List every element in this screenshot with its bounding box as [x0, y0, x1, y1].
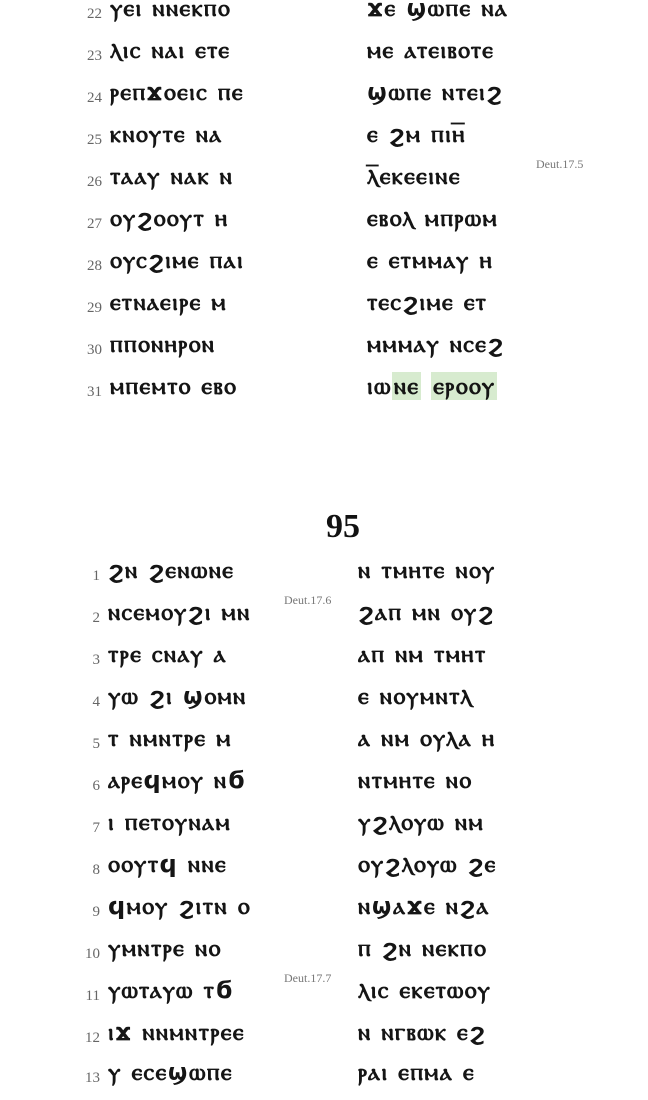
left-column-text: ⲛⲥⲉⲙⲟⲩϩⲓ ⲙⲛ	[108, 598, 251, 626]
line-number: 7	[92, 820, 100, 836]
right-column-text: ⲉ ⲉⲧⲙⲙⲁⲩ ⲏ	[367, 246, 494, 274]
line-number: 9	[92, 904, 100, 920]
page-number: 95	[326, 508, 360, 545]
line-number: 2	[92, 610, 100, 626]
right-column-text: ⲩϩⲗⲟⲩⲱ ⲛⲙ	[358, 808, 485, 836]
line-number: 22	[87, 6, 102, 22]
right-column-text: ⲉⲃⲟⲗ ⲙⲡⲣⲱⲙ	[367, 204, 499, 232]
line-number: 24	[87, 90, 102, 106]
right-column-text: ⲧⲉⲥϩⲓⲙⲉ ⲉⲧ	[367, 288, 488, 316]
line-number: 25	[87, 132, 102, 148]
right-column-text: ⲉ ϩⲙ ⲡⲓⲏ̅	[367, 120, 466, 148]
line-number: 12	[85, 1030, 100, 1046]
left-column-text: ⲙⲡⲉⲙⲧⲟ ⲉⲃⲟ	[110, 372, 238, 400]
right-column-text: ⲙⲉ ⲁⲧⲉⲓⲃⲟⲧⲉ	[367, 36, 495, 64]
right-column-text: ⲟⲩϩⲗⲟⲩⲱ ϩⲉ	[358, 850, 497, 878]
left-column-text: ⲩⲱ ϩⲓ ϣⲟⲙⲛ	[108, 682, 247, 710]
left-column-text: ⲉⲧⲛⲁⲉⲓⲣⲉ ⲙ	[110, 288, 227, 316]
right-column-text: ⲛⲧⲙⲏⲧⲉ ⲛⲟ	[358, 766, 473, 794]
right-column-text: ⲁ ⲛⲙ ⲟⲩⲗⲁ ⲏ	[358, 724, 496, 752]
left-column-text: ⲗⲓⲥ ⲛⲁⲓ ⲉⲧⲉ	[110, 36, 231, 64]
verse-reference[interactable]: Deut.17.6	[284, 593, 332, 607]
line-number: 28	[87, 258, 102, 274]
line-number: 4	[92, 694, 100, 710]
line-number: 27	[87, 216, 102, 232]
left-column-text: ⲧ ⲛⲙⲛⲧⲣⲉ ⲙ	[108, 724, 232, 752]
right-column-text: ⲗⲓⲥ ⲉⲕⲉⲧⲱⲟⲩ	[358, 976, 492, 1004]
right-column-text: ⲗ̅ⲉⲕⲉⲉⲓⲛⲉ	[367, 162, 461, 190]
line-number: 31	[87, 384, 102, 400]
verse-reference[interactable]: Deut.17.5	[536, 157, 584, 171]
line-number: 10	[85, 946, 100, 962]
plain-word: ⲓⲱ	[367, 372, 392, 400]
line-number: 29	[87, 300, 102, 316]
left-column-text: ⲩⲙⲛⲧⲣⲉ ⲛⲟ	[108, 934, 222, 962]
line-number: 23	[87, 48, 102, 64]
right-column-text: ⲛϣⲁϫⲉ ⲛϩⲁ	[358, 892, 490, 920]
right-column-text: ⲙⲙⲙⲁⲩ ⲛⲥⲉϩ	[367, 330, 505, 358]
right-column-text: ⲡ ϩⲛ ⲛⲉⲕⲡⲟ	[358, 934, 488, 962]
line-number: 6	[92, 778, 100, 794]
right-column-text: ϩⲁⲡ ⲙⲛ ⲟⲩϩ	[358, 598, 495, 626]
left-column-text: ⲟⲟⲩⲧϥ ⲛⲛⲉ	[108, 850, 228, 878]
right-column-text: ϫⲉ ϣⲱⲡⲉ ⲛⲁ	[367, 0, 509, 22]
verse-reference[interactable]: Deut.17.7	[284, 971, 332, 985]
line-number: 8	[92, 862, 100, 878]
left-column-text: ⲧⲁⲁⲩ ⲛⲁⲕ ⲛ	[110, 162, 234, 190]
left-column-text: ⲓϫ ⲛⲛⲙⲛⲧⲣⲉⲉ	[108, 1018, 245, 1046]
left-column-text: ⲣⲉⲡϫⲟⲉⲓⲥ ⲡⲉ	[110, 78, 244, 106]
line-number: 5	[92, 736, 100, 752]
right-column-text: ⲛ ⲛⲅⲃⲱⲕ ⲉϩ	[358, 1018, 487, 1046]
line-number: 30	[87, 342, 102, 358]
right-column-text: ⲁⲡ ⲛⲙ ⲧⲙⲏⲧ	[358, 640, 487, 668]
left-column-text: ⲩ ⲉⲥⲉϣⲱⲡⲉ	[108, 1058, 233, 1086]
left-column-text: ⲁⲣⲉϥⲙⲟⲩ ⲛϭ	[108, 766, 247, 794]
highlighted-word[interactable]: ⲛⲉ	[393, 372, 420, 400]
left-column-text: ⲩⲉⲓ ⲛⲛⲉⲕⲡⲟ	[110, 0, 232, 22]
line-number: 13	[85, 1070, 100, 1086]
left-column-text: ⲧⲣⲉ ⲥⲛⲁⲩ ⲁ	[108, 640, 228, 668]
left-column-text: ⲩⲱⲧⲁⲩⲱ ⲧϭ	[108, 976, 234, 1004]
right-column-text: ⲣⲁⲓ ⲉⲡⲙⲁ ⲉ	[358, 1058, 476, 1086]
left-column-text: ⲟⲩⲥϩⲓⲙⲉ ⲡⲁⲓ	[110, 246, 245, 274]
line-number: 3	[92, 652, 100, 668]
left-column-text: ⲡⲡⲟⲛⲏⲣⲟⲛ	[110, 330, 216, 358]
line-number: 1	[92, 568, 100, 584]
right-column-text: ⲛ ⲧⲙⲏⲧⲉ ⲛⲟⲩ	[358, 556, 496, 584]
left-column-text: ⲕⲛⲟⲩⲧⲉ ⲛⲁ	[110, 120, 223, 148]
right-column-text	[367, 372, 497, 400]
right-column-text: ϣⲱⲡⲉ ⲛⲧⲉⲓϩ	[367, 78, 504, 106]
left-column-text: ϥⲙⲟⲩ ϩⲓⲧⲛ ⲟ	[108, 892, 251, 920]
line-number: 26	[87, 174, 102, 190]
right-column-text: ⲉ ⲛⲟⲩⲙⲛⲧⲗ	[358, 682, 473, 710]
highlighted-word[interactable]: ⲉⲣⲟⲟⲩ	[433, 372, 496, 400]
left-column-text: ⲓ ⲡⲉⲧⲟⲩⲛⲁⲙ	[108, 808, 232, 836]
left-column-text: ϩⲛ ϩⲉⲛⲱⲛⲉ	[108, 556, 235, 584]
left-column-text: ⲟⲩϩⲟⲟⲩⲧ ⲏ	[110, 204, 229, 232]
line-number: 11	[85, 988, 100, 1004]
